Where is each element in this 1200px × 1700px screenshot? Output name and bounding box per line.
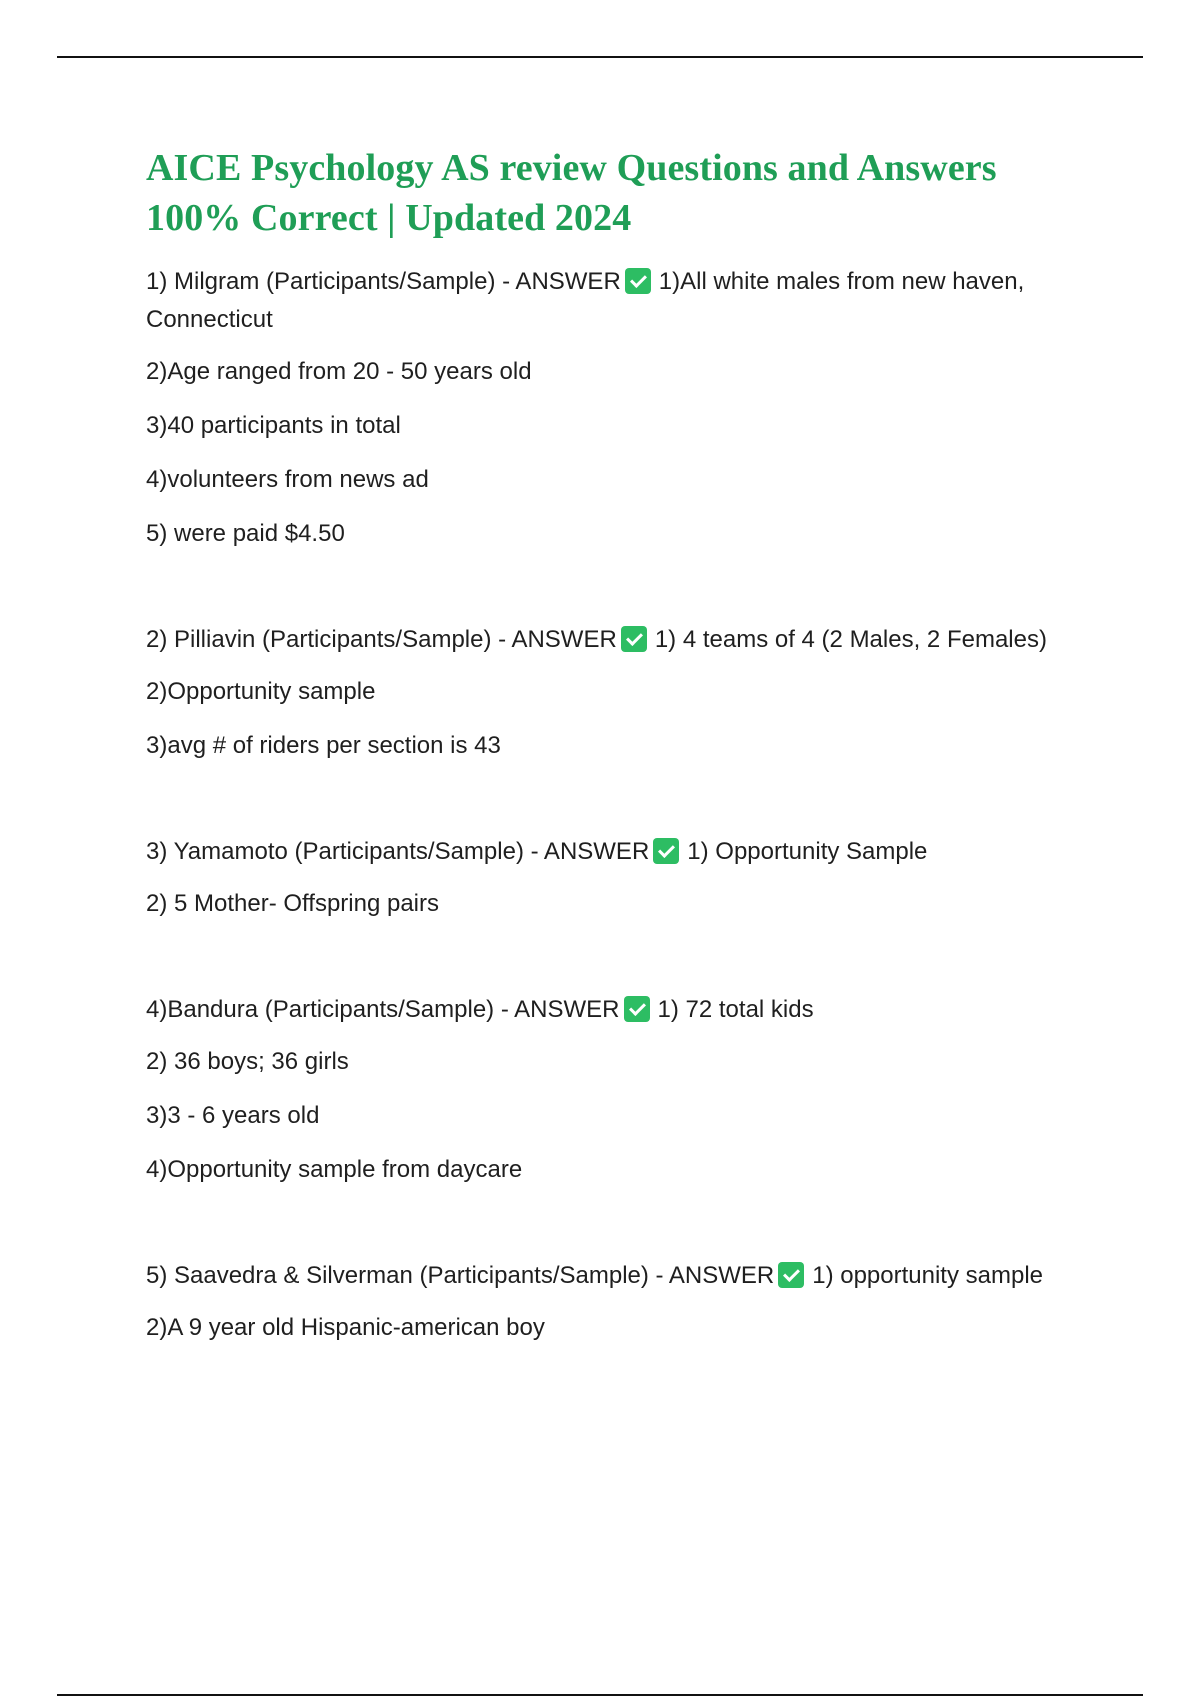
answer-line: 4)Opportunity sample from daycare [146,1156,523,1183]
answer-line: 3)3 - 6 years old [146,1102,320,1129]
answer-line: 3)avg # of riders per section is 43 [146,732,501,759]
question-line [146,621,1066,659]
question-text: 2) Pilliavin (Participants/Sample) - ANSWER [146,626,617,653]
answer-line: 2) 5 Mother- Offspring pairs [146,890,440,917]
question-text: 5) Saavedra & Silverman (Participants/Sample) - ANSWER [146,1262,775,1289]
document-body [146,143,1066,1363]
qa-item [146,833,1066,923]
answer-line: 2)Age ranged from 20 - 50 years old [146,358,532,385]
check-square-icon [624,996,650,1022]
answer-text: 1) 72 total kids [657,996,814,1023]
qa-item [146,263,1066,553]
question-line [146,1257,1066,1295]
check-square-icon [621,626,647,652]
qa-item [146,621,1066,765]
document-title: AICE Psychology AS review Questions and Answers 100% Correct | Updated 2024 [146,147,997,239]
check-square-icon [653,838,679,864]
answer-text: 1)All white males from new haven, Connecticut [146,268,1025,333]
footer-rule [57,1694,1143,1696]
answer-line: 2) 36 boys; 36 girls [146,1048,349,1075]
question-line [146,263,1066,339]
answer-line: 2)Opportunity sample [146,678,376,705]
answer-line: 3)40 participants in total [146,412,401,439]
qa-item [146,1257,1066,1347]
answer-line: 4)volunteers from news ad [146,466,429,493]
question-line [146,991,1066,1029]
qa-item [146,991,1066,1189]
question-text: 4)Bandura (Participants/Sample) - ANSWER [146,996,620,1023]
header-rule [57,56,1143,58]
check-square-icon [778,1262,804,1288]
answer-text: 1) opportunity sample [812,1262,1044,1289]
question-text: 1) Milgram (Participants/Sample) - ANSWER [146,268,621,295]
answer-text: 1) 4 teams of 4 (2 Males, 2 Females) [654,626,1047,653]
question-line [146,833,1066,871]
question-text: 3) Yamamoto (Participants/Sample) - ANSWER [146,838,650,865]
answer-line: 5) were paid $4.50 [146,520,345,547]
answer-line: 2)A 9 year old Hispanic-american boy [146,1314,545,1341]
check-square-icon [625,268,651,294]
answer-text: 1) Opportunity Sample [687,838,928,865]
